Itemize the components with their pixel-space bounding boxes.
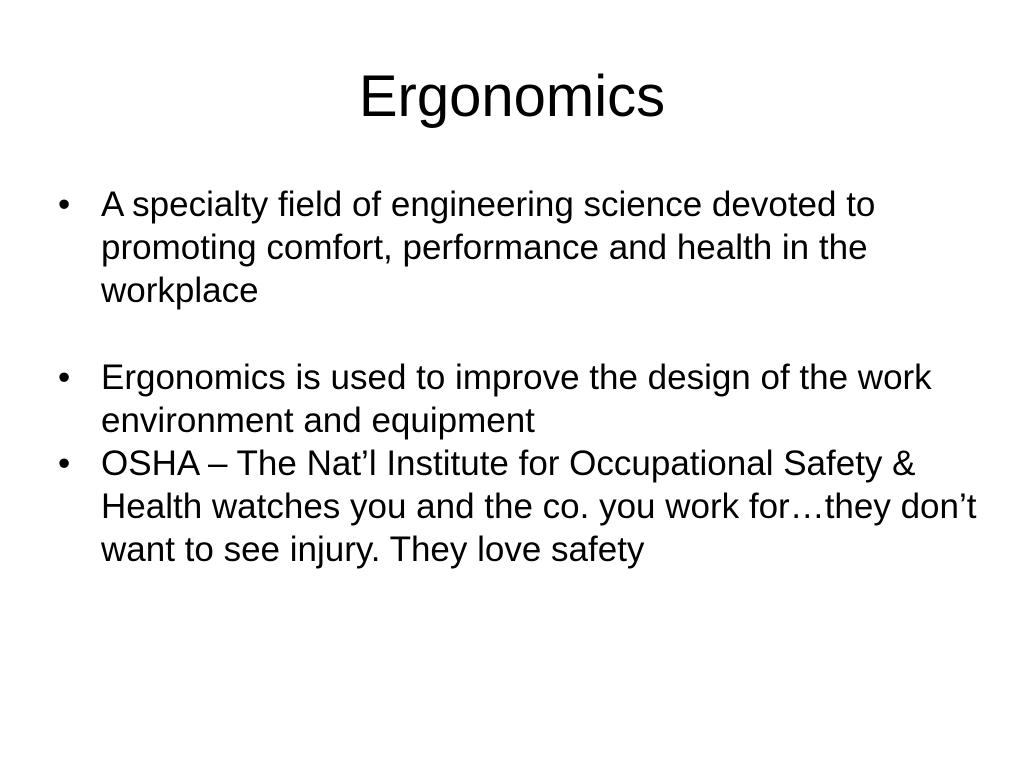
bullet-icon: • bbox=[58, 444, 71, 483]
bullet-item bbox=[58, 442, 978, 571]
slide-title: Ergonomics bbox=[358, 64, 666, 129]
bullet-text: A specialty field of engineering science devoted to promoting comfort, performance and health in the workplace bbox=[101, 185, 876, 310]
bullet-list bbox=[58, 183, 978, 571]
bullet-item bbox=[58, 183, 978, 312]
bullet-item bbox=[58, 356, 978, 442]
bullet-icon: • bbox=[58, 185, 71, 224]
bullet-icon: • bbox=[58, 358, 71, 397]
bullet-text: Ergonomics is used to improve the design of the work environment and equipment bbox=[101, 358, 932, 440]
bullet-text: OSHA – The Nat’l Institute for Occupational Safety & Health watches you and the co. you work for…they don’t want to see injury. They love safety bbox=[101, 444, 977, 569]
